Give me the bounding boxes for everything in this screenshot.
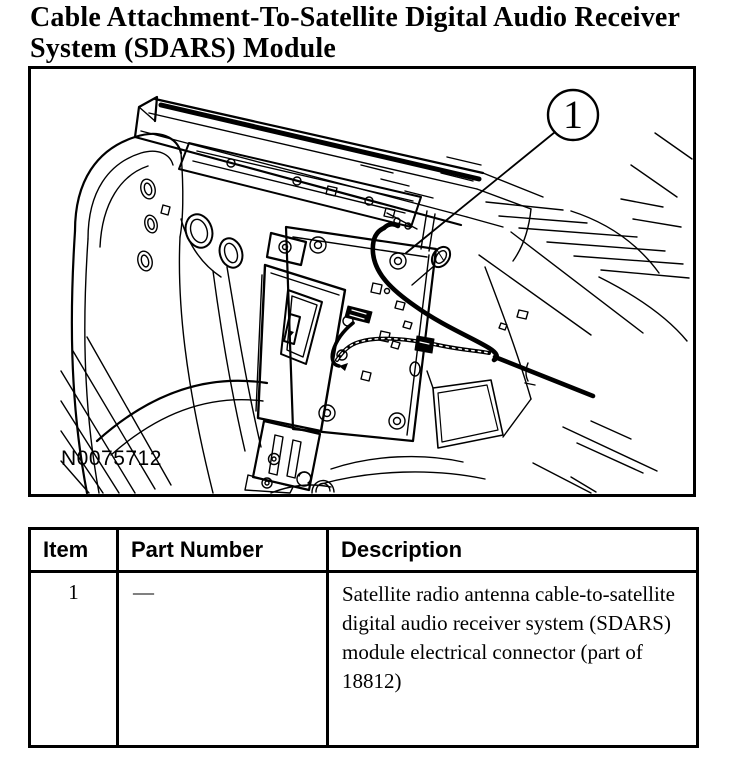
col-header-part-number: Part Number bbox=[118, 529, 328, 572]
sdars-module-drawing bbox=[245, 233, 353, 493]
col-header-item: Item bbox=[30, 529, 118, 572]
trunk-floor-drawing bbox=[271, 243, 657, 493]
callout-1-label: 1 bbox=[563, 92, 583, 137]
cell-description: Satellite radio antenna cable-to-satellite digital audio receiver system (SDARS) module electrical connector (part of 18812) bbox=[328, 572, 698, 747]
cell-item: 1 bbox=[30, 572, 118, 747]
table-row bbox=[30, 572, 698, 747]
parts-table bbox=[28, 527, 699, 748]
antenna-cable-path bbox=[337, 224, 593, 396]
left-pillar-drawing bbox=[61, 134, 267, 493]
table-header-row bbox=[30, 529, 698, 572]
cell-part-number: — bbox=[118, 572, 328, 747]
figure-id: N0075712 bbox=[61, 447, 162, 470]
figure-frame bbox=[28, 66, 696, 497]
col-header-description: Description bbox=[328, 529, 698, 572]
page-title: Cable Attachment-To-Satellite Digital Audio Receiver System (SDARS) Module bbox=[30, 2, 680, 65]
body-panel-hatching bbox=[479, 133, 692, 341]
rear-shelf-drawing bbox=[135, 97, 543, 261]
